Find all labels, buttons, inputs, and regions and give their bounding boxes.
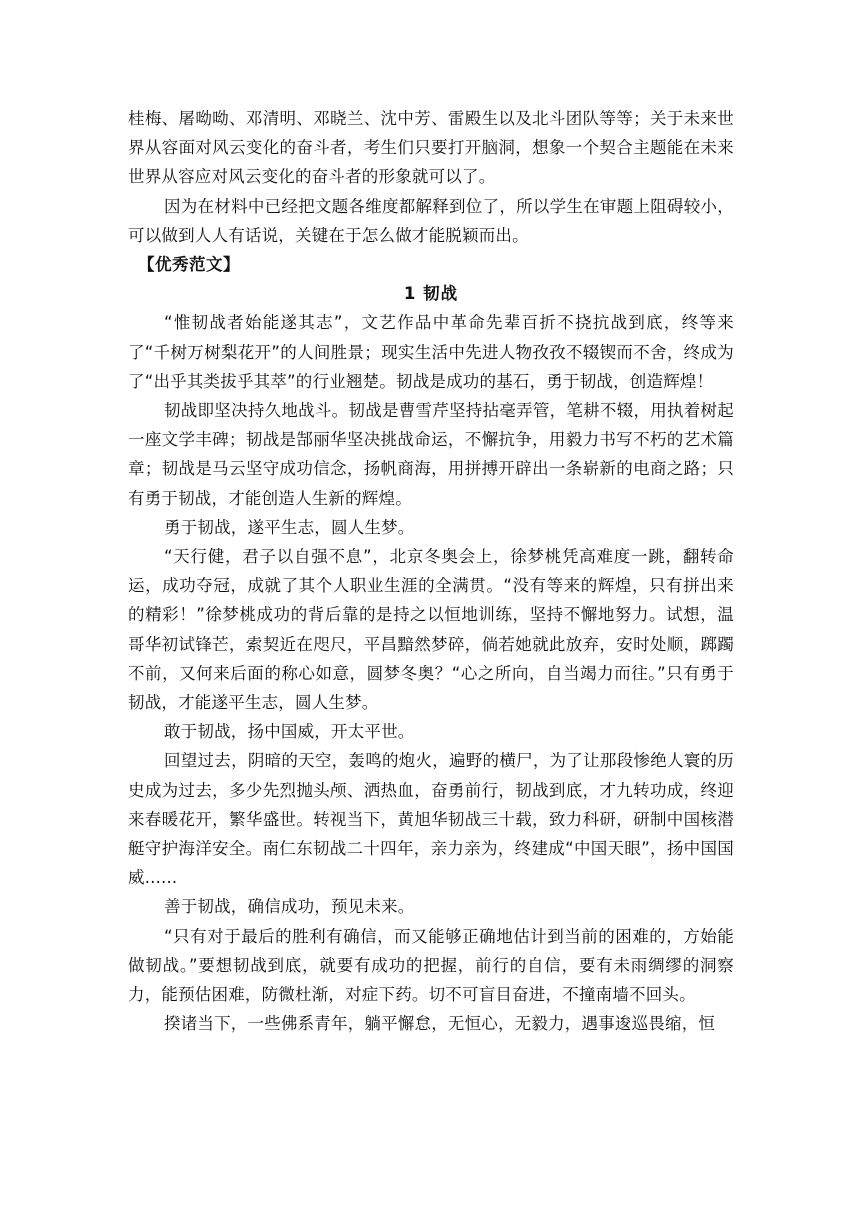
document-body	[128, 104, 734, 1039]
essay-paragraph-3: 勇于韧战，遂平生志，圆人生梦。	[164, 517, 415, 537]
essay-paragraph-9: 揆诸当下，一些佛系青年，躺平懈怠，无恒心，无毅力，遇事逡巡畏缩，恒	[164, 1014, 716, 1034]
essay-paragraph-5: 敢于韧战，扬中国威，开太平世。	[164, 722, 415, 742]
intro-paragraph-2: 因为在材料中已经把文题各维度都解释到位了，所以学生在审题上阻碍较小，可以做到人人有话说，关键在于怎么做才能脱颖而出。	[128, 196, 734, 245]
essay-paragraph-1: “惟韧战者始能遂其志”，文艺作品中革命先辈百折不挠抗战到底，终等来了“千树万树梨花开”的人间胜景；现实生活中先进人物孜孜不辍锲而不舍，终成为了“出乎其类拔乎其萃”的行业翘楚。韧战是成功的基石，勇于韧战，创造辉煌！	[128, 313, 734, 391]
essay-paragraph-8: “只有对于最后的胜利有确信，而又能够正确地估计到当前的困难的，方始能做韧战。”要想韧战到底，就要有成功的把握，前行的自信，要有未雨绸缪的洞察力，能预估困难，防微杜渐，对症下药。切不可盲目奋进，不撞南墙不回头。	[128, 926, 734, 1005]
essay-paragraph-6: 回望过去，阴暗的天空，轰鸣的炮火，遍野的横尸，为了让那段惨绝人寰的历史成为过去，多少先烈抛头颅、洒热血，奋勇前行，韧战到底，才九转功成，终迎来春暖花开，繁华盛世。转视当下，黄旭华韧战三十载，致力科研，研制中国核潜艇守护海洋安全。南仁东韧战二十四年，亲力亲为，终建成“中国天眼”，扬中国国威......	[128, 751, 734, 888]
essay-paragraph-7: 善于韧战，确信成功，预见未来。	[164, 897, 415, 917]
intro-paragraph-1: 桂梅、屠呦呦、邓清明、邓晓兰、沈中芳、雷殿生以及北斗团队等等；关于未来世界从容面对风云变化的奋斗者，考生们只要打开脑洞，想象一个契合主题能在未来世界从容应对风云变化的奋斗者的形象就可以了。	[128, 109, 734, 187]
essay-paragraph-4: “天行健，君子以自强不息”，北京冬奥会上，徐梦桃凭高难度一跳，翻转命运，成功夺冠，成就了其个人职业生涯的全满贯。“没有等来的辉煌，只有拼出来的精彩！”徐梦桃成功的背后靠的是持之以恒地训练，坚持不懈地努力。试想，温哥华初试锋芒，索契近在咫尺，平昌黯然梦碎，倘若她就此放弃，安时处顺，踯躅不前，又何来后面的称心如意，圆梦冬奥？“心之所向，自当竭力而往。”只有勇于韧战，才能遂平生志，圆人生梦。	[128, 547, 734, 713]
essay-title: 1 韧战	[403, 284, 459, 304]
section-heading: 【优秀范文】	[138, 255, 240, 275]
essay-paragraph-2: 韧战即坚决持久地战斗。韧战是曹雪芹坚持拈毫弄管，笔耕不辍，用执着树起一座文学丰碑；韧战是郜丽华坚决挑战命运，不懈抗争，用毅力书写不朽的艺术篇章；韧战是马云坚守成功信念，扬帆商海，用拼搏开辟出一条崭新的电商之路；只有勇于韧战，才能创造人生新的辉煌。	[128, 401, 734, 508]
